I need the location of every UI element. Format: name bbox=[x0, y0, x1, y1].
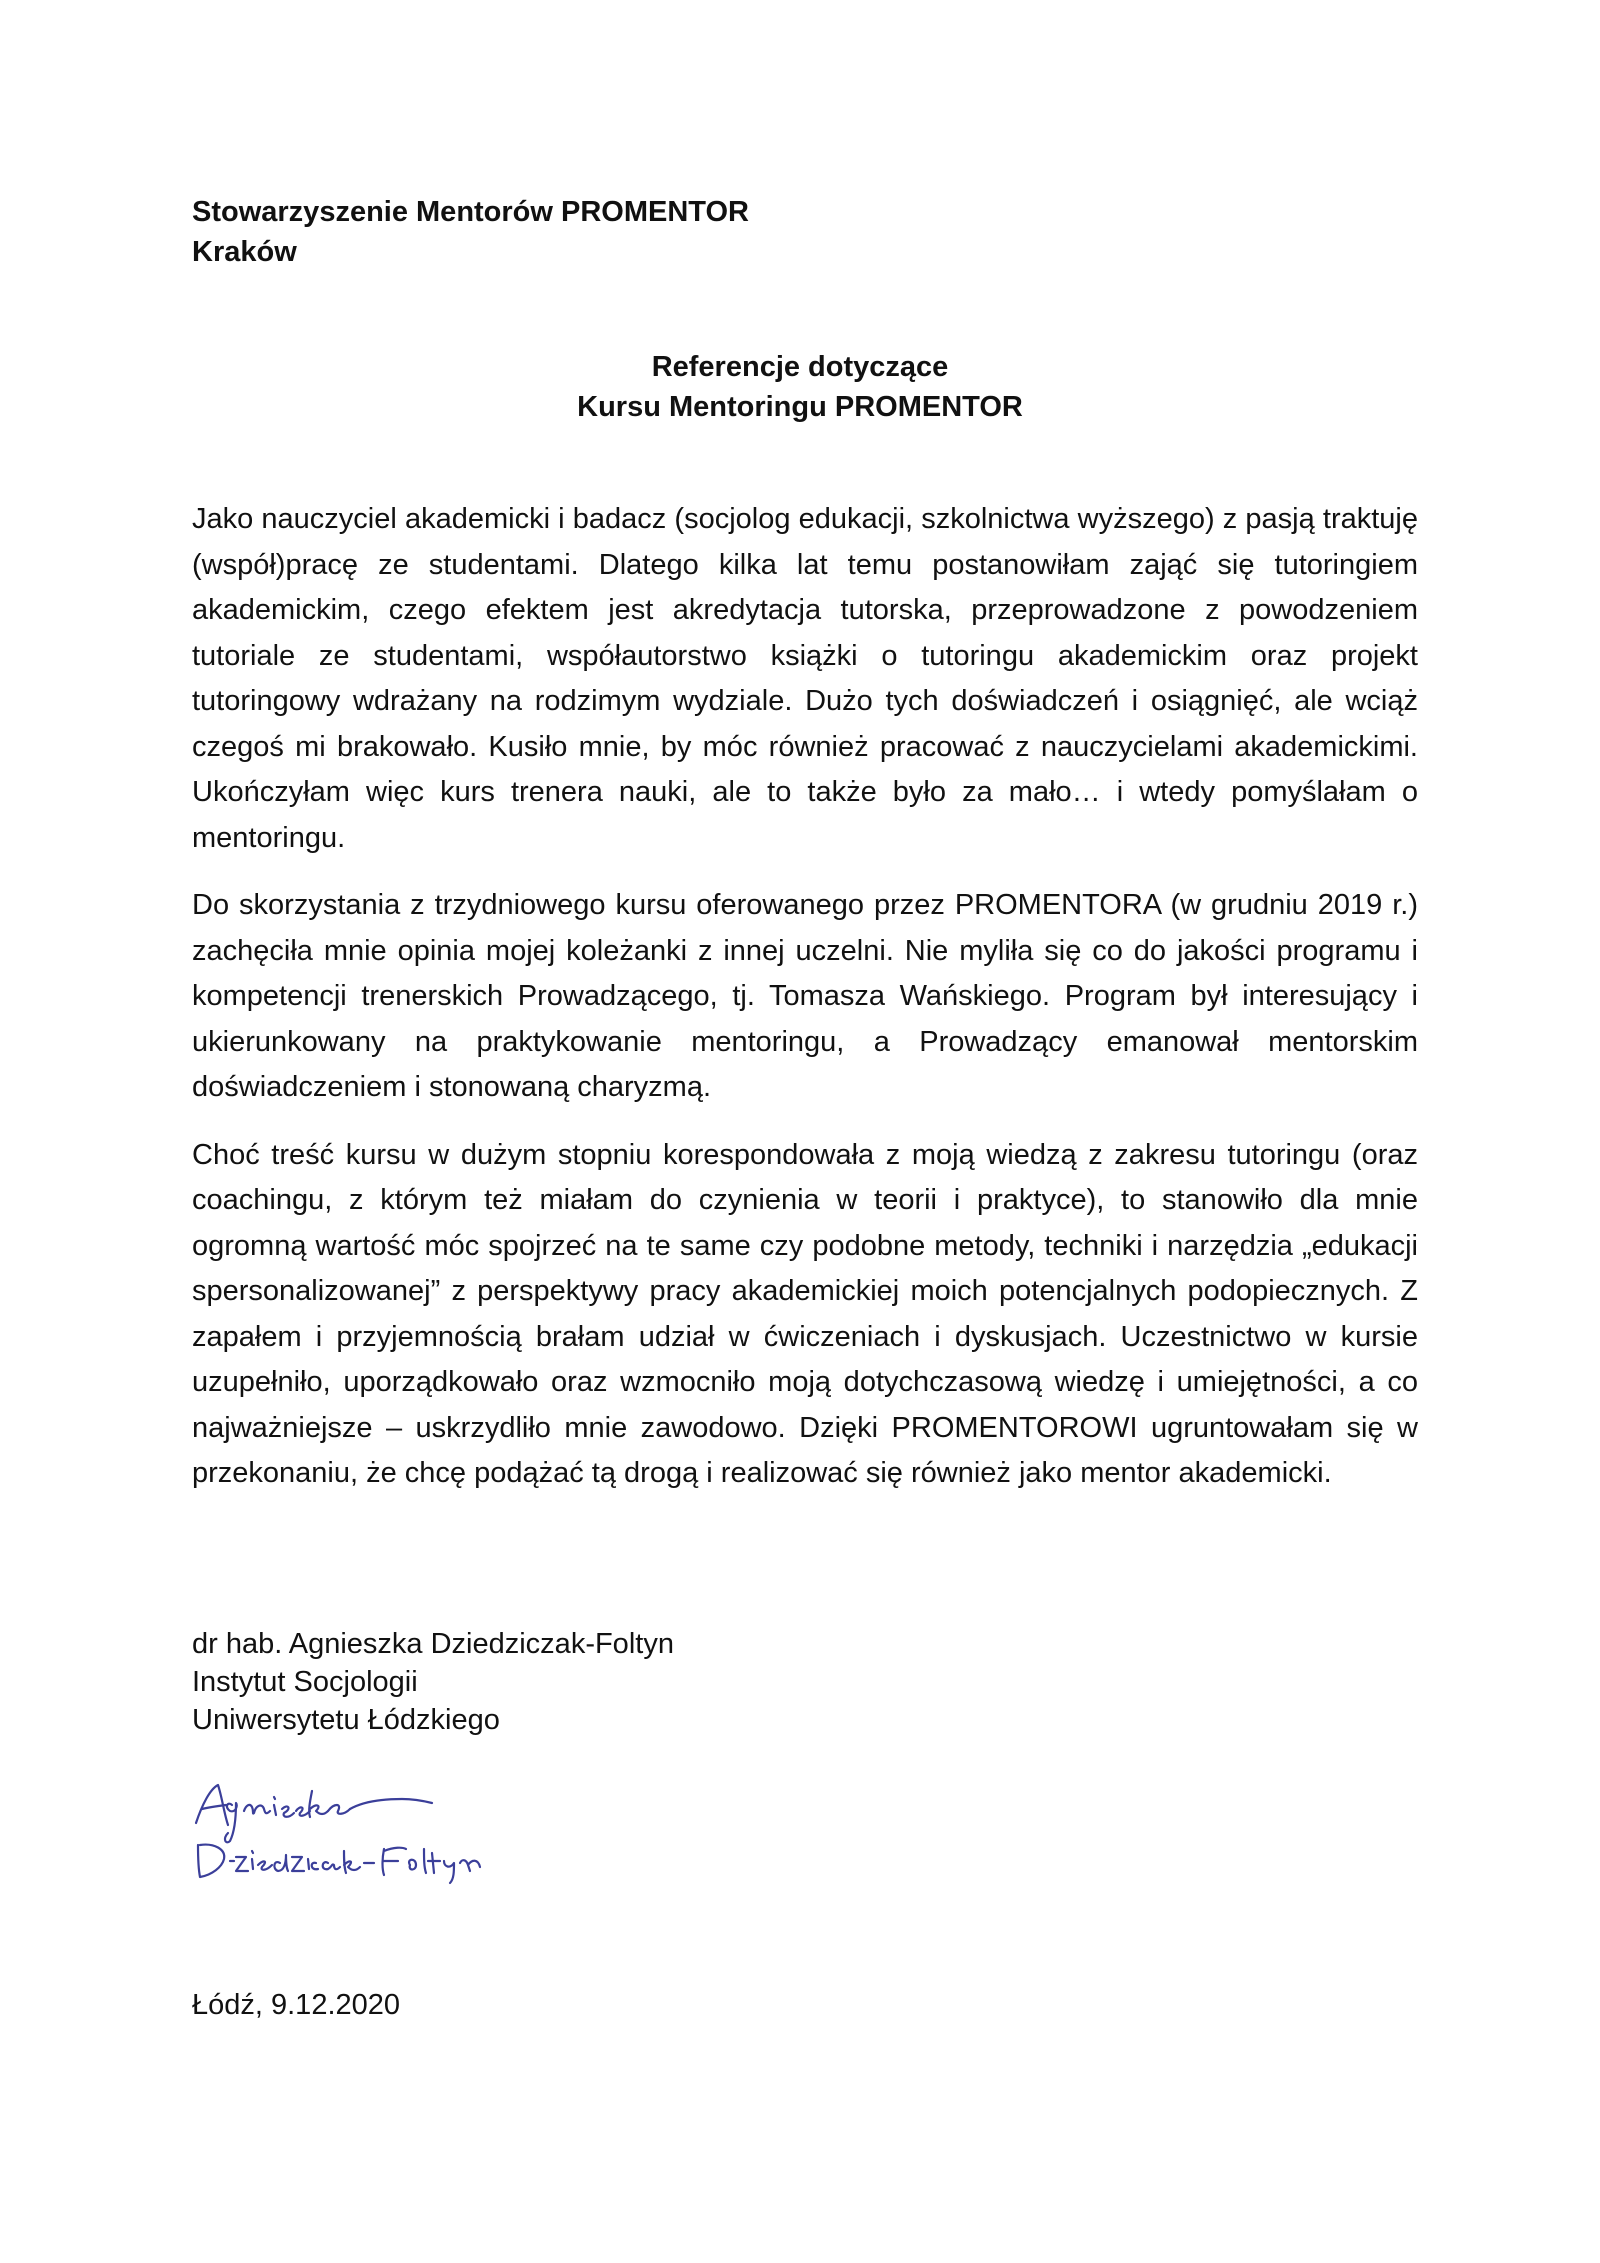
place-and-date: Łódź, 9.12.2020 bbox=[192, 1989, 401, 2021]
recipient-block bbox=[192, 192, 749, 272]
signatory-name: dr hab. Agnieszka Dziedziczak-Foltyn bbox=[192, 1628, 674, 1660]
body-paragraph: Choć treść kursu w dużym stopniu korespondowała z moją wiedzą z zakresu tutoringu (oraz coachingu, z którym też miałam do czynienia w teorii i praktyce), to stanowiło dla mnie ogromną wartość móc spojrzeć na te same czy podobne metody, techniki i narzędzia „edukacji spersonalizowanej” z perspektywy pracy akademickiej moich potencjalnych podopiecznych. Z zapałem i przyjemnością brałam udział w ćwiczeniach i dyskusjach. Uczestnictwo w kursie uzupełniło, uporządkowało oraz wzmocniło moją dotychczasową wiedzę i umiejętności, a co najważniejsze – uskrzydliło mnie zawodowo. Dzięki PROMENTOROWI ugruntowałam się w przekonaniu, że chcę podążać tą drogą i realizować się również jako mentor akademicki. bbox=[192, 1138, 1418, 1489]
signatory-university: Uniwersytetu Łódzkiego bbox=[192, 1704, 500, 1736]
handwritten-signature bbox=[188, 1775, 608, 1885]
signatory-institute: Instytut Socjologii bbox=[192, 1666, 418, 1698]
signatory-block bbox=[192, 1625, 674, 1739]
letter-subject bbox=[0, 347, 1600, 427]
recipient-organization: Stowarzyszenie Mentorów PROMENTOR bbox=[192, 196, 749, 228]
body-paragraph: Jako nauczyciel akademicki i badacz (socjolog edukacji, szkolnictwa wyższego) z pasją traktuję (współ)pracę ze studentami. Dlatego kilka lat temu postanowiłam zająć się tutoringiem akademickim, czego efektem jest akredytacja tutorska, przeprowadzone z powodzeniem tutoriale ze studentami, współautorstwo książki o tutoringu akademickim oraz projekt tutoringowy wdrażany na rodzimym wydziale. Dużo tych doświadczeń i osiągnięć, ale wciąż czegoś mi brakowało. Kusiło mnie, by móc również pracować z nauczycielami akademickimi. Ukończyłam więc kurs trenera nauki, ale to także było za mało… i wtedy pomyślałam o mentoringu. bbox=[192, 503, 1418, 854]
subject-line-1: Referencje dotyczące bbox=[651, 351, 949, 383]
letter-body bbox=[192, 497, 1418, 1497]
body-paragraph: Do skorzystania z trzydniowego kursu oferowanego przez PROMENTORA (w grudniu 2019 r.) zachęciła mnie opinia mojej koleżanki z innej uczelni. Nie myliła się co do jakości programu i kompetencji trenerskich Prowadzącego, tj. Tomasza Wańskiego. Program był interesujący i ukierunkowany na praktykowanie mentoringu, a Prowadzący emanował mentorskim doświadczeniem i stonowaną charyzmą. bbox=[192, 889, 1418, 1103]
subject-line-2: Kursu Mentoringu PROMENTOR bbox=[577, 391, 1023, 423]
recipient-city: Kraków bbox=[192, 236, 297, 268]
